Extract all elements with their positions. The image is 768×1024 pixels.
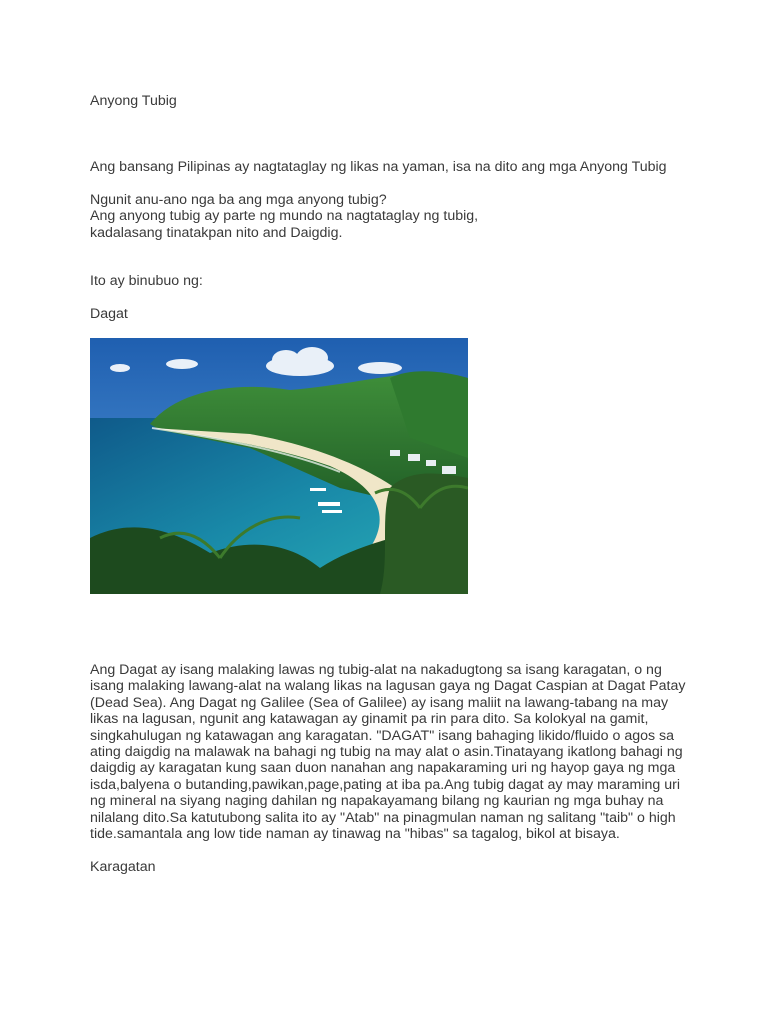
paragraph-line: (Dead Sea). Ang Dagat ng Galilee (Sea of Galilee) ay isang maliit na lawang-tabang na may <box>90 694 669 711</box>
paragraph-line: ng mineral na siyang naging dahilan ng napakayamang bilang ng kaurian ng mga buhay na <box>90 793 664 810</box>
document-title: Anyong Tubig <box>90 93 177 109</box>
paragraph-line: ating daigdig na malawak na bahagi ng tubig na may alat o asin.Tinatayang ikatlong bahagi ng <box>90 744 683 761</box>
dagat-paragraph <box>90 662 686 843</box>
beach-photo <box>90 338 468 594</box>
paragraph-line: isda,balyena o butanding,pawikan,page,pating at iba pa.Ang tubig dagat ay may maraming uri <box>90 776 680 793</box>
composed-of-text: Ito ay binubuo ng: <box>90 273 203 289</box>
paragraph-line: singkahulugan ng katawagan ang karagatan. "DAGAT" isang bahaging likido/fluido o agos sa <box>90 727 675 744</box>
paragraph-line: likas na lagusan, ngunit ang katawagan ay ginamit pa rin para dito. Sa kolokyal na gamit, <box>90 711 649 728</box>
paragraph-line: nilalang dito.Sa katutubong salita ito ay "Atab" na pinagmulan naman ng salitang "taib" o high <box>90 809 676 826</box>
intro-text: Ang bansang Pilipinas ay nagtataglay ng likas na yaman, isa na dito ang mga Anyong Tubig <box>90 159 667 175</box>
question-line: Ang anyong tubig ay parte ng mundo na nagtataglay ng tubig, <box>90 208 479 225</box>
section-heading-karagatan: Karagatan <box>90 859 156 875</box>
question-line: Ngunit anu-ano nga ba ang mga anyong tubig? <box>90 192 387 208</box>
question-paragraph <box>90 192 670 241</box>
paragraph-line: tide.samantala ang low tide naman ay tinawag na "hibas" sa tagalog, bikol at bisaya. <box>90 826 620 843</box>
paragraph-line: isang malaking lawang-alat na walang likas na lagusan gaya ng Dagat Caspian at Dagat Patay <box>90 678 686 695</box>
question-line: kadalasang tinatakpan nito and Daigdig. <box>90 224 343 241</box>
paragraph-line: Ang Dagat ay isang malaking lawas ng tubig-alat na nakadugtong sa isang karagatan, o ng <box>90 662 662 678</box>
section-heading-dagat: Dagat <box>90 306 128 322</box>
paragraph-line: daigdig ay karagatan kung saan duon nanahan ang napakaraming uri ng hayop gaya ng mga <box>90 760 676 777</box>
